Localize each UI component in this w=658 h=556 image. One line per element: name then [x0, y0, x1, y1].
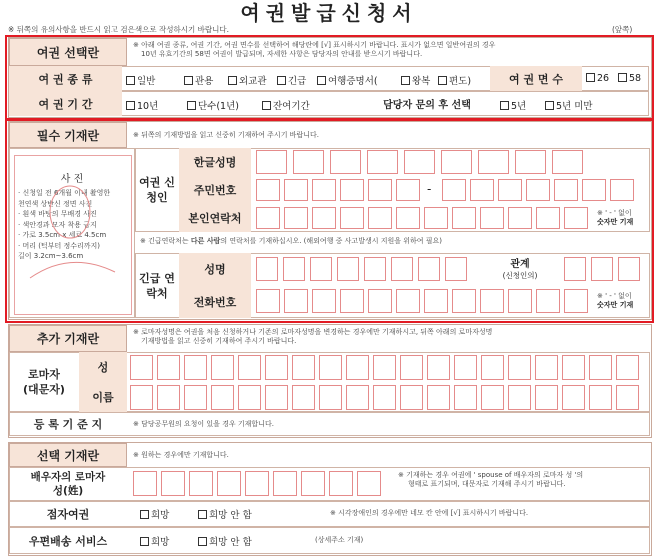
- entry-box[interactable]: [273, 471, 297, 496]
- contact-label: 본인연락처: [179, 204, 251, 232]
- braille-yes-checkbox[interactable]: 희망: [140, 507, 169, 521]
- entry-box[interactable]: [211, 355, 234, 380]
- entry-box[interactable]: [245, 471, 269, 496]
- entry-box[interactable]: [319, 355, 342, 380]
- surname-label: 성: [79, 352, 127, 382]
- braille-label: 점자여권: [46, 508, 90, 521]
- form-title: 여권발급신청서: [240, 1, 418, 25]
- resident-no-label: 주민번호: [179, 176, 251, 204]
- roman-label: 로마자 (대문자): [23, 368, 65, 396]
- entry-box[interactable]: [130, 385, 153, 410]
- relation-label: 관계: [510, 258, 530, 270]
- applicant-label: 여권 신청인: [139, 176, 175, 204]
- type-emergency-checkbox[interactable]: 긴급: [277, 73, 306, 87]
- type-diplomat-checkbox[interactable]: 외교관: [228, 73, 267, 87]
- entry-box[interactable]: [161, 471, 185, 496]
- spouse-note: ※ 기재하는 경우 여권에 ' spouse of 배우자의 로마자 성 '의 형태로 표기되며, 대문자로 기재해 주시기 바랍니다.: [398, 471, 584, 488]
- selection-note: ※ 아래 여권 종류, 여권 기간, 여권 면수를 선택하여 해당란에 [√] 표시하시기 바랍니다. 표시가 없으면 일반여권의 경우 10년 유효기간의 58면 여권이 발급되며, 자세한 사항은 담당자의 안내를 받으시기 바랍니다.: [133, 41, 496, 58]
- period-under5y-checkbox[interactable]: 5년 미만: [545, 98, 593, 112]
- domicile-note: ※ 담당공무원의 요청이 있을 경우 기재합니다.: [133, 420, 274, 428]
- braille-no-checkbox[interactable]: 희망 안 함: [198, 507, 252, 521]
- entry-box[interactable]: [184, 385, 207, 410]
- selection-header: 여권 선택란: [9, 38, 127, 66]
- period-10y-checkbox[interactable]: 10년: [126, 98, 158, 112]
- entry-box[interactable]: [130, 355, 153, 380]
- entry-box[interactable]: [157, 355, 180, 380]
- officer-select-label: 담당자 문의 후 선택: [383, 100, 471, 111]
- entry-box[interactable]: [133, 471, 157, 496]
- entry-box[interactable]: [562, 355, 585, 380]
- delivery-note: (상세주소 기재): [315, 536, 364, 544]
- entry-box[interactable]: [427, 355, 450, 380]
- braille-note: ※ 시각장애인의 경우에만 네모 칸 안에 [√] 표시하시기 바랍니다.: [330, 509, 529, 517]
- entry-box[interactable]: [373, 385, 396, 410]
- type-oneway-checkbox[interactable]: 편도): [438, 73, 471, 87]
- entry-box[interactable]: [157, 385, 180, 410]
- optional-header: 선택 기재란: [9, 443, 127, 467]
- entry-box[interactable]: [508, 385, 531, 410]
- given-name-label: 이름: [79, 382, 127, 412]
- type-official-checkbox[interactable]: 관용: [184, 73, 213, 87]
- photo-guidelines: · 신청일 전 6개월 이내 촬영한 천연색 상반신 정면 사진 · 흰색 바탕의 무배경 사진 · 색안경과 모자 착용 금지 · 가로 3.5cm x 세로 4.5cm · 머리 (턱부터 정수리까지) 길이 3.2cm~3.6cm: [18, 189, 111, 260]
- entry-box[interactable]: [329, 471, 353, 496]
- top-note: ※ 뒤쪽의 유의사항을 반드시 읽고 검은색으로 작성하시기 바랍니다.: [8, 25, 229, 34]
- phone-digits-note: ※ ' - ' 없이 숫자만 기재: [597, 292, 634, 309]
- emergency-label: 긴급 연락처: [139, 271, 175, 300]
- contact-digits-note: ※ ' - ' 없이 숫자만 기재: [597, 209, 634, 226]
- page-side: (앞쪽): [612, 25, 633, 34]
- entry-box[interactable]: [400, 355, 423, 380]
- korean-name-label: 한글성명: [179, 148, 251, 176]
- entry-box[interactable]: [508, 355, 531, 380]
- pages-26-checkbox[interactable]: 26: [586, 73, 609, 84]
- additional-header: 추가 기재란: [9, 325, 127, 352]
- entry-box[interactable]: [535, 355, 558, 380]
- entry-box[interactable]: [292, 355, 315, 380]
- domicile-label: 등 록 기 준 지: [33, 418, 103, 431]
- entry-box[interactable]: [238, 385, 261, 410]
- entry-box[interactable]: [616, 355, 639, 380]
- entry-box[interactable]: [427, 385, 450, 410]
- type-general-checkbox[interactable]: 일반: [126, 73, 155, 87]
- entry-box[interactable]: [481, 355, 504, 380]
- additional-note: ※ 로마자성명은 여권을 처음 신청하거나 기존의 로마자성명을 변경하는 경우에만 기재하시고, 뒤쪽 아래의 로마자성명 기재방법을 읽고 신중히 기재하여 주시기 바랍니다.: [133, 328, 493, 345]
- entry-box[interactable]: [346, 385, 369, 410]
- entry-box[interactable]: [454, 385, 477, 410]
- entry-box[interactable]: [346, 355, 369, 380]
- entry-box[interactable]: [301, 471, 325, 496]
- pages-58-checkbox[interactable]: 58: [618, 73, 641, 84]
- entry-box[interactable]: [265, 385, 288, 410]
- entry-box[interactable]: [373, 355, 396, 380]
- photo-title: 사 진: [60, 174, 84, 185]
- type-travel-cert-checkbox[interactable]: 여행증명서(: [317, 73, 378, 87]
- entry-box[interactable]: [184, 355, 207, 380]
- period-remaining-checkbox[interactable]: 잔여기간: [262, 98, 310, 112]
- type-roundtrip-checkbox[interactable]: 왕복: [401, 73, 430, 87]
- entry-box[interactable]: [217, 471, 241, 496]
- entry-box[interactable]: [319, 385, 342, 410]
- entry-box[interactable]: [454, 355, 477, 380]
- required-highlight: [5, 119, 654, 323]
- entry-box[interactable]: [265, 355, 288, 380]
- period-single-checkbox[interactable]: 단수(1년): [187, 98, 239, 112]
- required-header: 필수 기재란: [9, 122, 127, 148]
- period-5y-checkbox[interactable]: 5년: [500, 98, 526, 112]
- spouse-label: 배우자의 로마자 성(姓): [30, 471, 106, 497]
- entry-box[interactable]: [189, 471, 213, 496]
- em-phone-label: 전화번호: [179, 285, 251, 318]
- entry-box[interactable]: [400, 385, 423, 410]
- emergency-note: ※ 긴급연락처는 다른 사람의 연락처를 기재하십시오. (해외여행 중 사고발생시 지원을 위하여 필요): [140, 237, 442, 245]
- entry-box[interactable]: [589, 385, 612, 410]
- entry-box[interactable]: [562, 385, 585, 410]
- relation-sub: (신청인의): [502, 270, 538, 280]
- entry-box[interactable]: [616, 385, 639, 410]
- entry-box[interactable]: [589, 355, 612, 380]
- passport-period-label: 여 권 기 간: [9, 91, 122, 116]
- delivery-label: 우편배송 서비스: [28, 534, 108, 548]
- entry-box[interactable]: [211, 385, 234, 410]
- entry-box[interactable]: [238, 355, 261, 380]
- optional-note: ※ 원하는 경우에만 기재합니다.: [133, 451, 229, 459]
- passport-pages-label: 여 권 면 수: [490, 66, 582, 91]
- selection-highlight: [5, 35, 654, 120]
- required-note: ※ 뒤쪽의 기재방법을 읽고 신중히 기재하여 주시기 바랍니다.: [133, 131, 319, 139]
- passport-type-label: 여 권 종 류: [9, 66, 122, 91]
- entry-box[interactable]: [535, 385, 558, 410]
- resident-dash: -: [427, 182, 432, 196]
- delivery-no-checkbox[interactable]: 희망 안 함: [198, 534, 252, 548]
- em-name-label: 성명: [179, 253, 251, 285]
- entry-box[interactable]: [292, 385, 315, 410]
- delivery-yes-checkbox[interactable]: 희망: [140, 534, 169, 548]
- entry-box[interactable]: [357, 471, 381, 496]
- entry-box[interactable]: [481, 385, 504, 410]
